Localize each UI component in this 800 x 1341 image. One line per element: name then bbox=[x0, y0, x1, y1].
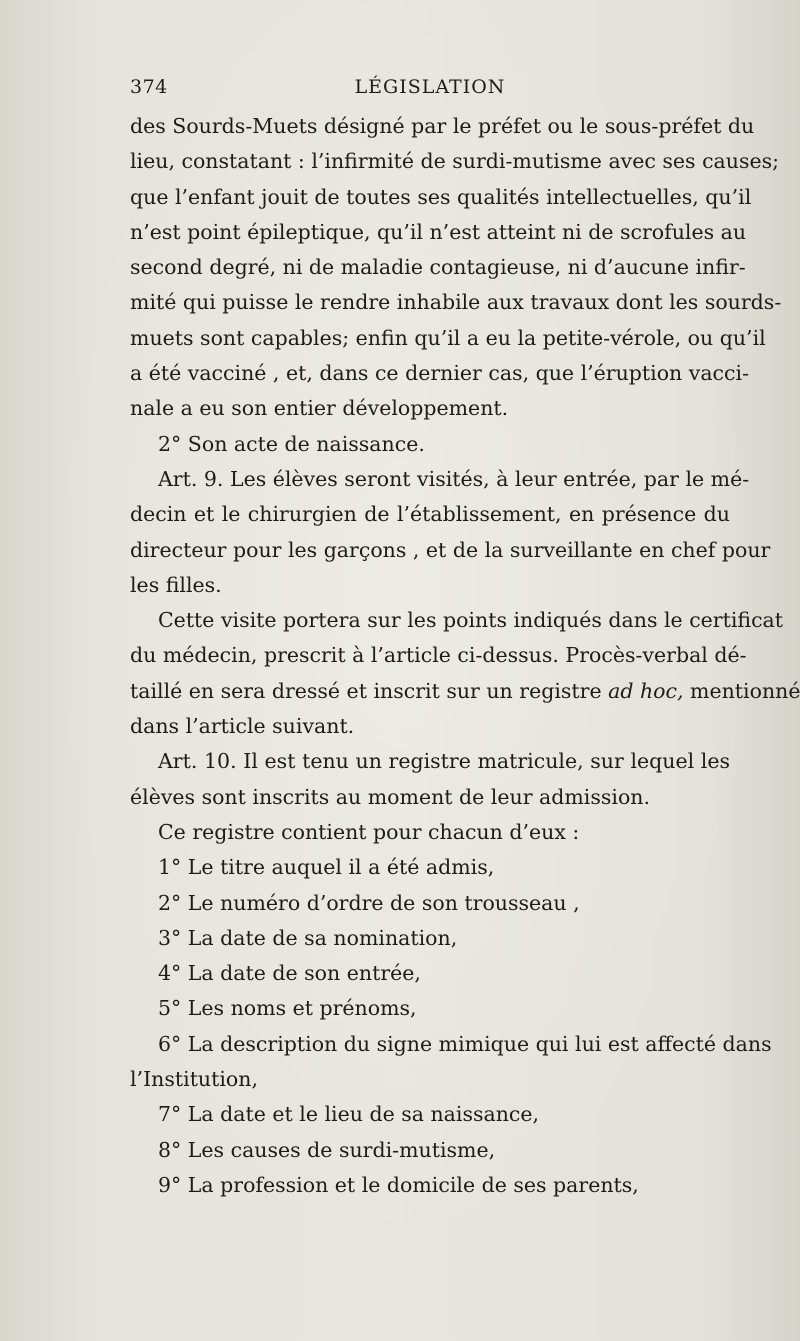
article-10 bbox=[130, 744, 730, 815]
text-line: les filles. bbox=[130, 572, 222, 597]
text-segment: mentionné bbox=[683, 678, 800, 703]
list-item: 8° Les causes de surdi-mutisme, bbox=[158, 1137, 496, 1162]
text-line: Art. 9. Les élèves seront visités, à leur entrée, par le mé- bbox=[158, 466, 750, 491]
text-line: nale a eu son entier développement. bbox=[130, 396, 509, 421]
text-line: n’est point épileptique, qu’il n’est atteint ni de scrofules au bbox=[130, 219, 747, 244]
text-line: des Sourds-Muets désigné par le préfet ou le sous-préfet du bbox=[130, 114, 755, 138]
text-line: mité qui puisse le rendre inhabile aux travaux dont les sourds- bbox=[130, 290, 782, 315]
list-item: 7° La date et le lieu de sa naissance, bbox=[158, 1102, 540, 1127]
paragraph-certificate bbox=[130, 109, 782, 427]
text-line: Art. 10. Il est tenu un registre matricule, sur lequel les bbox=[158, 749, 730, 774]
text-line: a été vacciné , et, dans ce dernier cas, que l’éruption vacci- bbox=[130, 361, 750, 386]
list-item: 9° La profession et le domicile de ses parents, bbox=[158, 1172, 639, 1197]
text-line: muets sont capables; enfin qu’il a eu la petite-vérole, ou qu’il bbox=[130, 325, 766, 350]
list-item: 1° Le titre auquel il a été admis, bbox=[158, 855, 495, 880]
page-header bbox=[130, 76, 730, 106]
list-item: 6° La description du signe mimique qui lui est affecté dans bbox=[158, 1031, 772, 1056]
paragraph-birth-certificate: 2° Son acte de naissance. bbox=[158, 431, 425, 456]
text-line: Cette visite portera sur les points indiqués dans le certificat bbox=[158, 608, 784, 633]
list-item: 3° La date de sa nomination, bbox=[158, 925, 458, 950]
text-line: du médecin, prescrit à l’article ci-dessus. Procès-verbal dé- bbox=[130, 643, 747, 668]
body-text bbox=[130, 109, 800, 1203]
text-line: élèves sont inscrits au moment de leur admission. bbox=[130, 784, 651, 809]
registry-intro: Ce registre contient pour chacun d’eux : bbox=[158, 819, 580, 844]
text-line: decin et le chirurgien de l’établissement, en présence du bbox=[130, 502, 730, 527]
text-line bbox=[130, 674, 800, 709]
article-9 bbox=[130, 462, 771, 603]
text-segment: taillé en sera dressé et inscrit sur un registre bbox=[130, 678, 609, 703]
registry-items bbox=[130, 850, 772, 1203]
list-item: 5° Les noms et prénoms, bbox=[158, 996, 417, 1021]
text-line: lieu, constatant : l’infirmité de surdi-mutisme avec ses causes; bbox=[130, 149, 780, 174]
text-line: directeur pour les garçons , et de la surveillante en chef pour bbox=[130, 537, 771, 562]
text-line: dans l’article suivant. bbox=[130, 714, 355, 739]
list-item-continuation: l’Institution, bbox=[130, 1067, 258, 1092]
list-item: 4° La date de son entrée, bbox=[158, 961, 421, 986]
running-title: LÉGISLATION bbox=[354, 76, 506, 98]
text-line: second degré, ni de maladie contagieuse, ni d’aucune infir- bbox=[130, 255, 746, 280]
latin-phrase: ad hoc, bbox=[608, 678, 684, 703]
list-item: 2° Le numéro d’ordre de son trousseau , bbox=[158, 890, 580, 915]
text-line: que l’enfant jouit de toutes ses qualités intellectuelles, qu’il bbox=[130, 184, 752, 209]
page-number: 374 bbox=[130, 76, 168, 98]
paragraph-visit bbox=[130, 603, 800, 744]
